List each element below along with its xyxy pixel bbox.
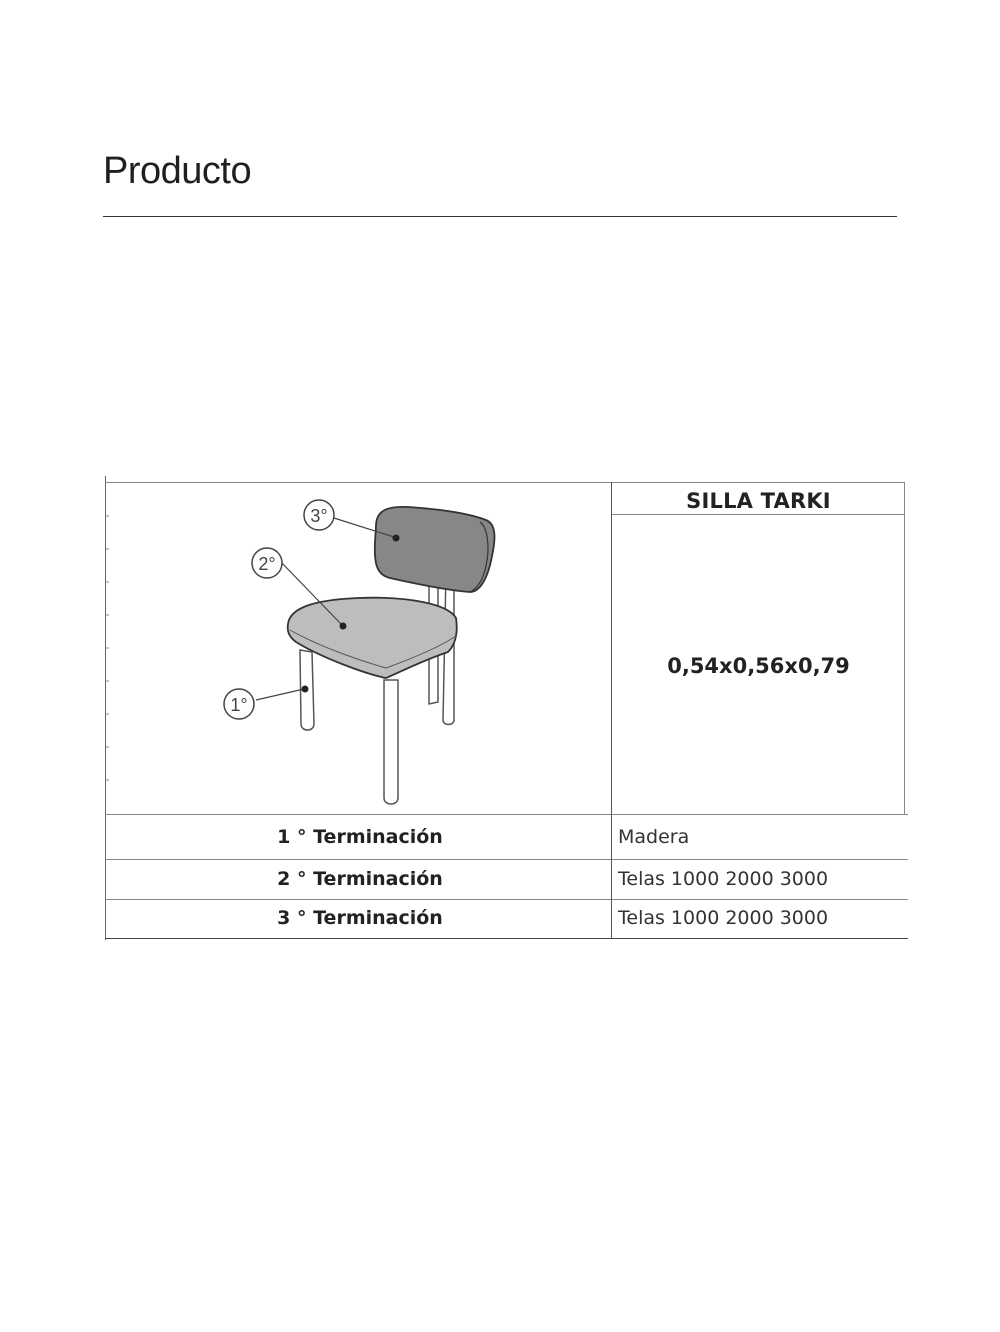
image-row-border xyxy=(105,814,908,815)
product-name: SILLA TARKI xyxy=(686,489,831,513)
chair-illustration xyxy=(108,482,612,812)
finish-value: Madera xyxy=(618,826,690,848)
callout-1-dot xyxy=(302,686,309,693)
callout-3-label: 3° xyxy=(310,506,328,526)
spec-table xyxy=(104,476,908,940)
finish-label: 2 ° Terminación xyxy=(277,868,443,890)
title-divider xyxy=(103,216,897,217)
product-dimensions: 0,54x0,56x0,79 xyxy=(667,654,850,678)
callout-1-marker xyxy=(224,689,254,719)
finish-label: 3 ° Terminación xyxy=(277,907,443,929)
page-title: Producto xyxy=(103,150,252,192)
callout-1-leader xyxy=(256,689,304,700)
callout-3-marker xyxy=(304,500,334,530)
callout-3-dot xyxy=(393,535,400,542)
chair-illustration-cell xyxy=(108,482,612,812)
callout-2-dot xyxy=(340,623,347,630)
finish-value: Telas 1000 2000 3000 xyxy=(618,907,829,929)
callout-2-label: 2° xyxy=(258,554,276,574)
finish-value: Telas 1000 2000 3000 xyxy=(618,868,829,890)
callout-1-label: 1° xyxy=(230,695,248,715)
chair-front-leg xyxy=(384,680,398,804)
table-bottom-border xyxy=(105,938,908,939)
callout-2-marker xyxy=(252,548,282,578)
finish-label: 1 ° Terminación xyxy=(277,826,443,848)
chair-backrest xyxy=(375,507,495,592)
